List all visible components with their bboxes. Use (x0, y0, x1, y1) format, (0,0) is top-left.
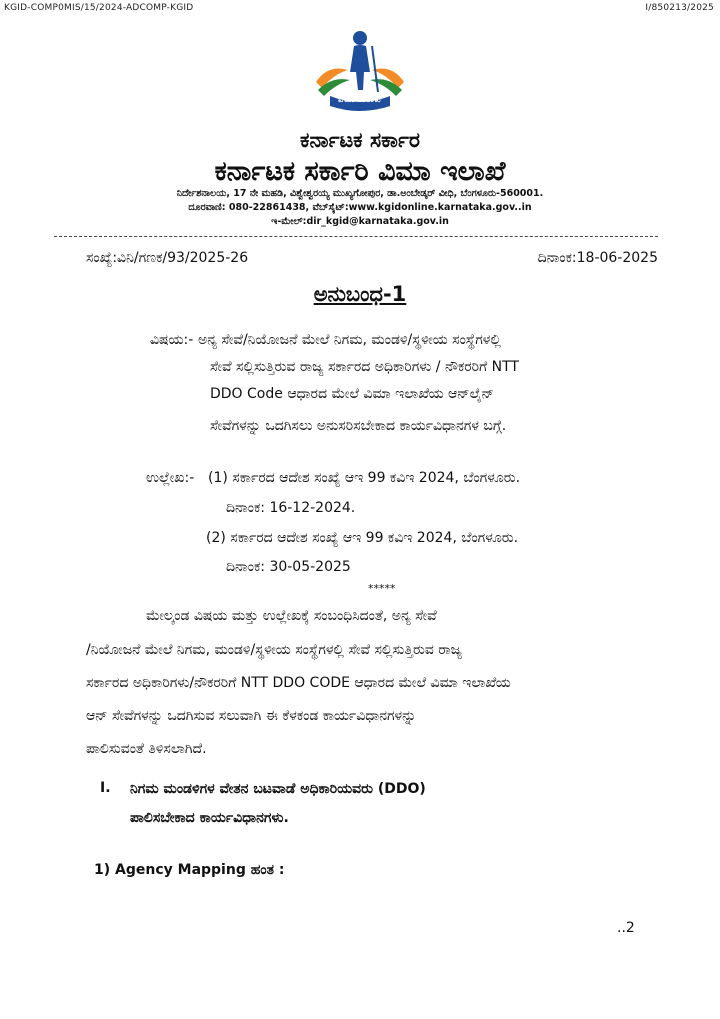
body-line: ಮೇಲ್ಕಂಡ ವಿಷಯ ಮತ್ತು ಉಲ್ಲೇಖಕ್ಕೆ ಸಂಬಂಧಿಸಿದಂತೆ, ಅನ್ಯ ಸೇವೆ (146, 608, 437, 624)
page-continuation: ..2 (617, 920, 635, 936)
address-line: ನಿರ್ದೇಶನಾಲಯ, 17 ನೇ ಮಹಡಿ, ವಿಶ್ವೇಶ್ವರಯ್ಯ ಮುಖ್ಯಗೋಪುರ, ಡಾ.ಅಂಬೇಡ್ಕರ್ ವೀಧಿ, ಬೆಂಗಳೂರು-560001. (176, 188, 544, 199)
section-number: I. (100, 780, 111, 796)
subject-line: DDO Code ಆಧಾರದ ಮೇಲೆ ವಿಮಾ ಇಲಾಖೆಯ ಆನ್‌ಲೈನ್ (210, 386, 494, 402)
separator-stars: ***** (368, 582, 396, 595)
reference-date: ದಿನಾಂಕ: 30-05-2025 (226, 559, 351, 575)
body-line: /ನಿಯೋಜನೆ ಮೇಲೆ ನಿಗಮ, ಮಂಡಳಿ/ಸ್ಥಳೀಯ ಸಂಸ್ಥೆಗಳಲ್ಲಿ ಸೇವೆ ಸಲ್ಲಿಸುತ್ತಿರುವ ರಾಜ್ಯ (86, 642, 462, 658)
subject-line: ಅನ್ಯ ಸೇವೆ/ನಿಯೋಜನೆ ಮೇಲೆ ನಿಗಮ, ಮಂಡಳಿ/ಸ್ಥಳೀಯ ಸಂಸ್ಥೆಗಳಲ್ಲಿ (198, 332, 501, 348)
letter-number: ಸಂಖ್ಯೆ:ವಿನಿ/ಗಣಕ/93/2025-26 (86, 250, 249, 266)
letter-date: ದಿನಾಂಕ:18-06-2025 (537, 250, 658, 266)
emblem-caption: ವಿಮಾ ಇಲಾಖೆ (338, 95, 382, 104)
reference-item: (1) ಸರ್ಕಾರದ ಆದೇಶ ಸಂಖ್ಯೆ ಆಇ 99 ಕವಿಇ 2024, ಬೆಂಗಳೂರು. (208, 470, 521, 486)
annexure-title: ಅನುಬಂಧ-1 (313, 282, 407, 306)
body-line: ಸರ್ಕಾರದ ಅಧಿಕಾರಿಗಳು/ನೌಕರರಿಗೆ NTT DDO CODE ಆಧಾರದ ಮೇಲೆ ವಿಮಾ ಇಲಾಖೆಯ (86, 675, 511, 691)
body-line: ಪಾಲಿಸುವಂತೆ ತಿಳಿಸಲಾಗಿದೆ. (86, 741, 207, 757)
document-id: I/850213/2025 (645, 3, 714, 13)
government-name: ಕರ್ನಾಟಕ ಸರ್ಕಾರ (300, 128, 420, 152)
file-number: KGID-COMP0MIS/15/2024-ADCOMP-KGID (4, 3, 194, 13)
section-heading: ನಿಗಮ ಮಂಡಳಿಗಳ ವೇತನ ಬಟವಾಡೆ ಅಧಿಕಾರಿಯವರು (DDO) (130, 781, 426, 797)
subsection-heading: 1) Agency Mapping ಹಂತ : (94, 862, 285, 878)
contact-line: ದೂರವಾಣಿ: 080-22861438, ವೆಬ್‌ಸೈಟ್:www.kgidonline.karnataka.gov..in (188, 202, 532, 213)
body-line: ಆನ್ ಸೇವೆಗಳನ್ನು ಒದಗಿಸುವ ಸಲುವಾಗಿ ಈ ಕೆಳಕಂಡ ಕಾರ್ಯವಿಧಾನಗಳನ್ನು (86, 708, 417, 724)
email-line: ಇ-ಮೇಲ್:dir_kgid@karnataka.gov.in (271, 216, 449, 227)
department-name: ಕರ್ನಾಟಕ ಸರ್ಕಾರಿ ವಿಮಾ ಇಲಾಖೆ (214, 156, 506, 187)
subject-line: ಸೇವೆ ಸಲ್ಲಿಸುತ್ತಿರುವ ರಾಜ್ಯ ಸರ್ಕಾರದ ಅಧಿಕಾರಿಗಳು / ನೌಕರರಿಗೆ NTT (210, 359, 519, 375)
header-divider (54, 236, 658, 237)
reference-date: ದಿನಾಂಕ: 16-12-2024. (226, 500, 356, 516)
reference-label: ಉಲ್ಲೇಖ:- (146, 470, 195, 486)
reference-item: (2) ಸರ್ಕಾರದ ಆದೇಶ ಸಂಖ್ಯೆ ಆಇ 99 ಕವಿಇ 2024, ಬೆಂಗಳೂರು. (206, 530, 519, 546)
section-heading: ಪಾಲಿಸಬೇಕಾದ ಕಾರ್ಯವಿಧಾನಗಳು. (130, 810, 289, 826)
subject-label: ವಿಷಯ:- (150, 332, 194, 348)
subject-line: ಸೇವೆಗಳನ್ನು ಒದಗಿಸಲು ಅನುಸರಿಸಬೇಕಾದ ಕಾರ್ಯವಿಧಾನಗಳ ಬಗ್ಗೆ. (210, 418, 507, 434)
